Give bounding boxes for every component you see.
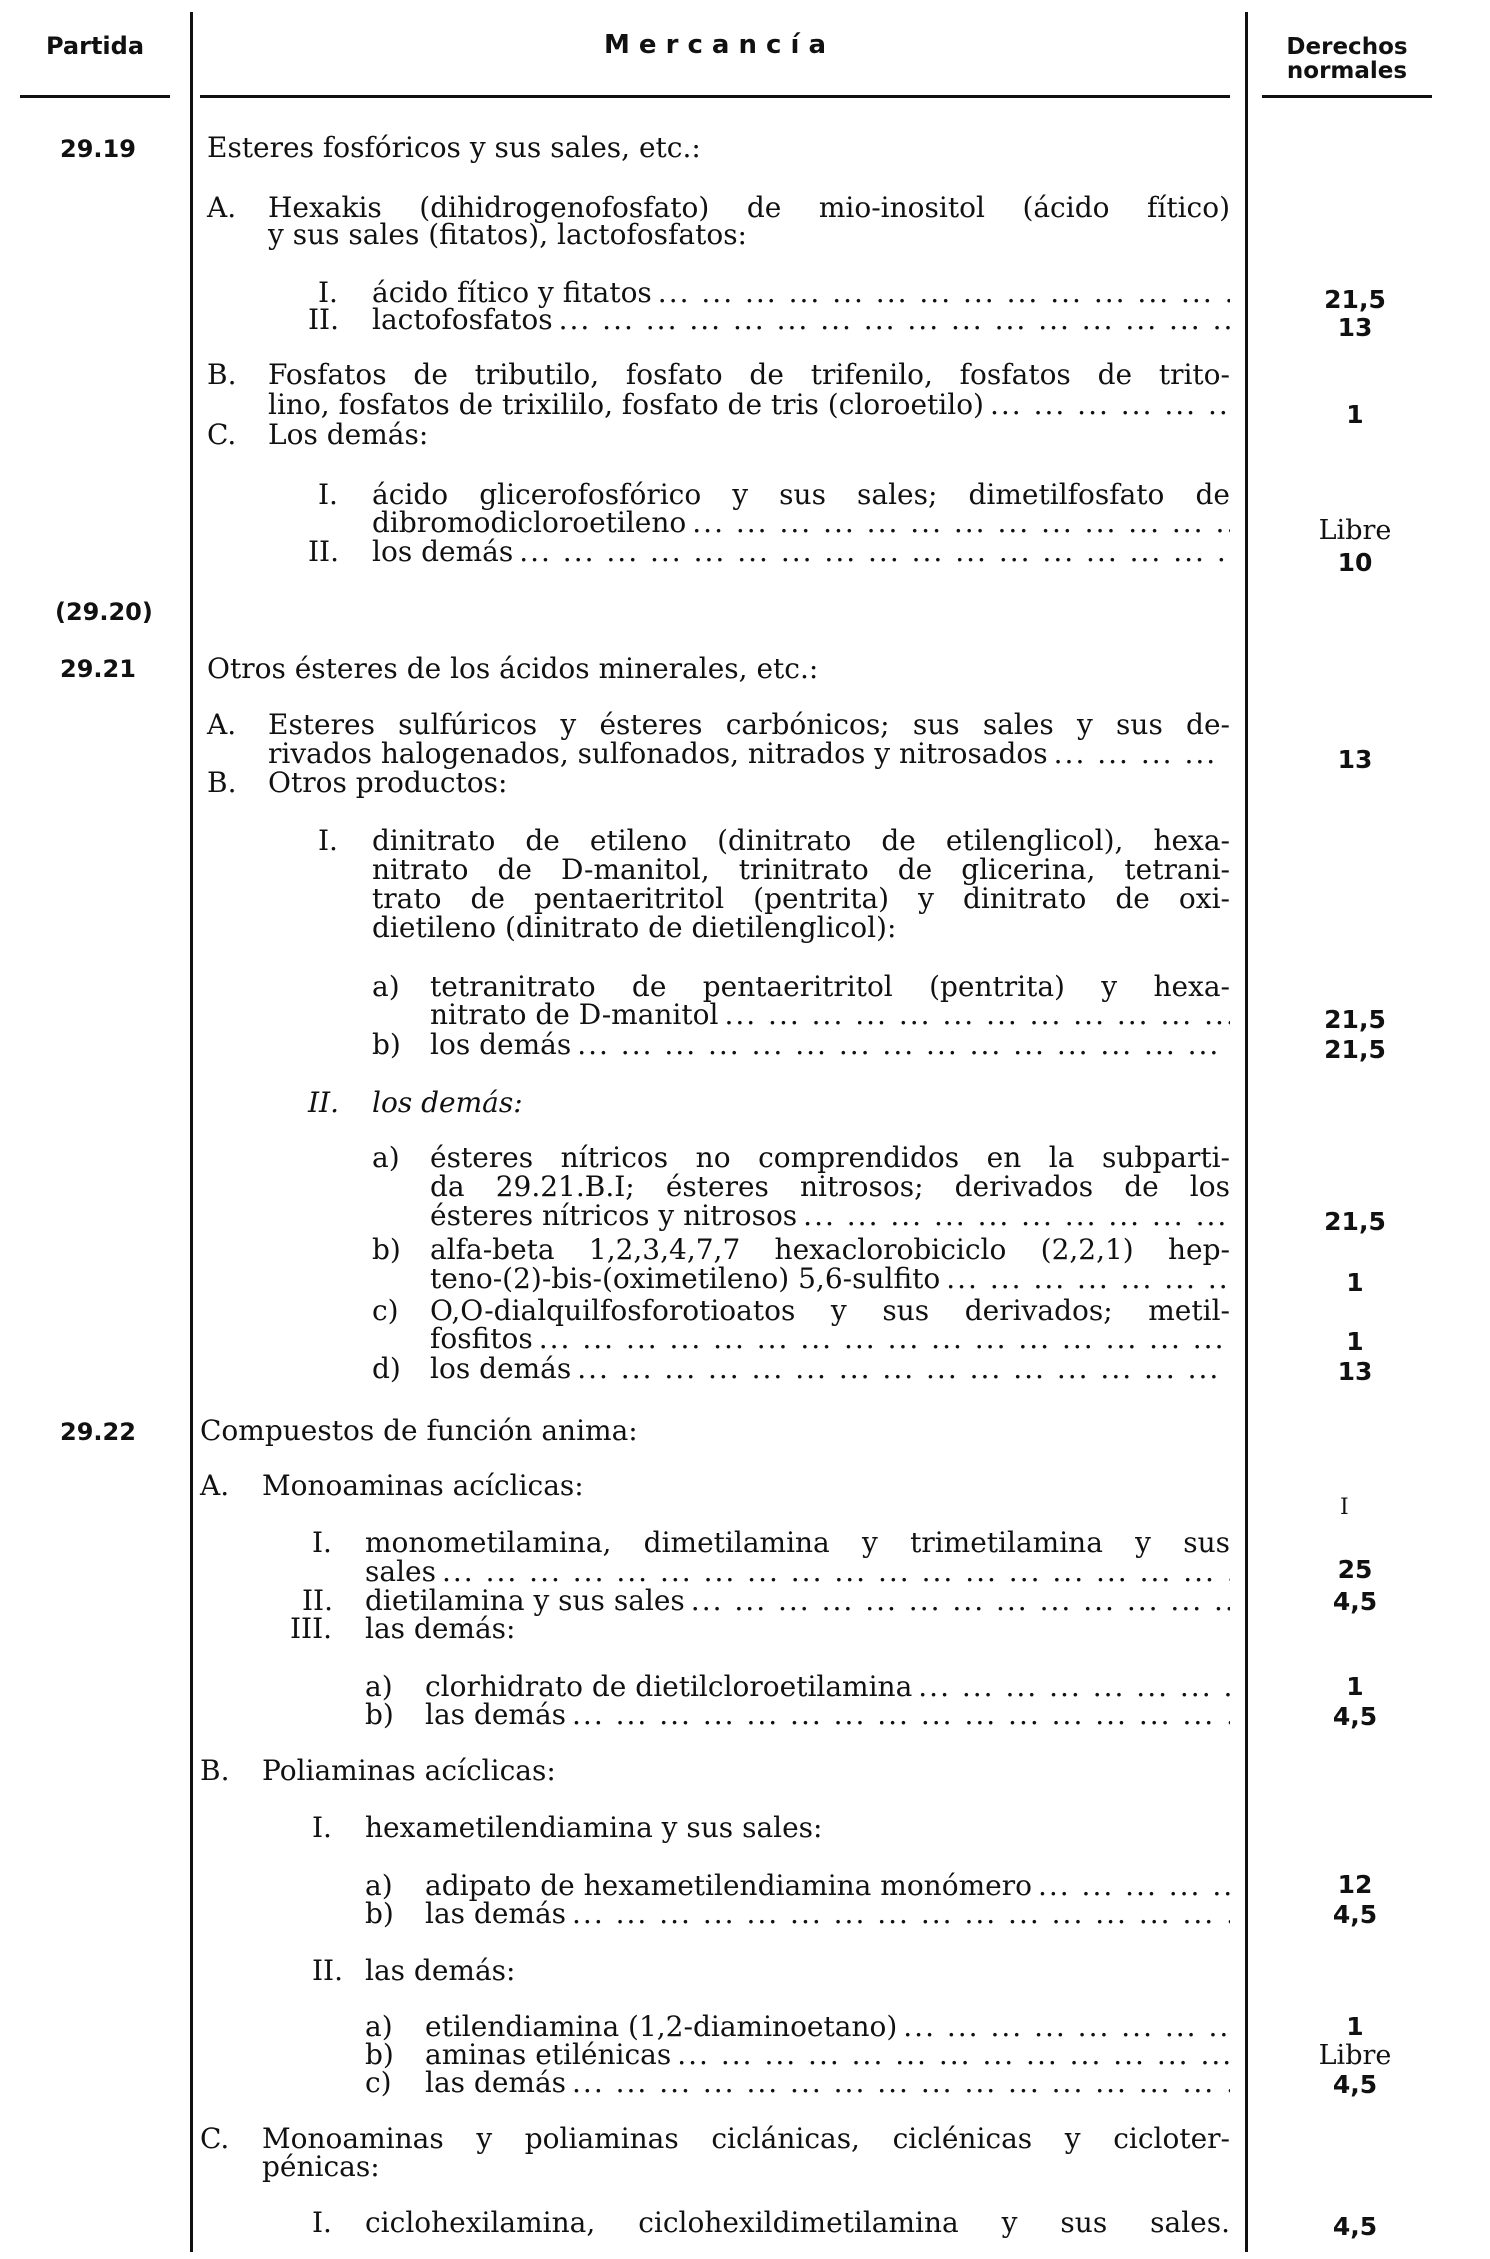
- s2921-BIIc-label: c): [372, 1294, 399, 1327]
- s2919-CI-row2: [372, 508, 1230, 538]
- s2919-C-label: C.: [207, 418, 237, 451]
- s2921-title: Otros ésteres de los ácidos minerales, etc.:: [207, 652, 819, 685]
- s2922-BIb-row: [425, 1899, 1230, 1929]
- s2921-BII-text: los demás:: [372, 1086, 523, 1119]
- s2919-AII-label: II.: [308, 303, 340, 336]
- s2922-AIIIb-text: las demás: [425, 1698, 567, 1731]
- partida-29-20: (29.20): [55, 598, 153, 626]
- s2921-BIIc-line1: O,O-dialquilfosforotioatos y sus derivados; metil-: [430, 1294, 1230, 1327]
- s2919-B-line1: Fosfatos de tributilo, fosfato de trifenilo, fosfatos de trito-: [268, 358, 1230, 391]
- header-rule-derechos: [1262, 95, 1432, 98]
- s2922-AIIIb-duty: 4,5: [1332, 1702, 1378, 1731]
- s2922-AI-label: I.: [312, 1526, 332, 1559]
- header-derechos-line2: normales: [1286, 58, 1408, 84]
- header-rule-partida: [20, 95, 170, 98]
- s2922-BII-label: II.: [312, 1954, 344, 1987]
- s2921-BIIb-line2: teno-(2)-bis-(oximetileno) 5,6-sulfito: [430, 1262, 941, 1295]
- s2921-BI-line4: dietileno (dinitrato de dietilenglicol):: [372, 911, 897, 944]
- s2922-C-label: C.: [200, 2122, 230, 2155]
- s2921-BIId-duty: 13: [1337, 1357, 1373, 1386]
- s2922-BI-text: hexametilendiamina y sus sales:: [365, 1811, 823, 1844]
- s2921-A-duty: 13: [1337, 745, 1373, 774]
- s2921-BIIa-label: a): [372, 1141, 400, 1174]
- s2921-A-line2: rivados halogenados, sulfonados, nitrados y nitrosados: [268, 737, 1048, 770]
- s2922-AII-duty: 4,5: [1332, 1587, 1378, 1616]
- s2922-AIIIa-duty: 1: [1346, 1672, 1364, 1701]
- right-column-rule: [1245, 12, 1248, 2252]
- s2919-B-duty: 1: [1346, 400, 1364, 429]
- s2919-CI-duty: Libre: [1318, 515, 1392, 546]
- s2919-AI-text: ácido fítico y fitatos: [372, 276, 652, 309]
- s2919-AI-duty: 21,5: [1324, 285, 1386, 314]
- s2922-BIIc-duty: 4,5: [1332, 2070, 1378, 2099]
- s2922-CI-label: I.: [312, 2206, 332, 2239]
- s2919-AI-label: I.: [318, 276, 338, 309]
- s2922-BIa-duty: 12: [1337, 1870, 1373, 1899]
- s2922-A-mark: I: [1340, 1495, 1349, 1520]
- s2922-AIIIb-label: b): [365, 1698, 394, 1731]
- s2921-BIIb-label: b): [372, 1233, 401, 1266]
- s2922-BIb-label: b): [365, 1897, 394, 1930]
- s2921-BIIa-row3: [430, 1201, 1230, 1231]
- s2921-BIId-text: los demás: [430, 1352, 572, 1385]
- s2922-AI-line2: sales: [365, 1555, 436, 1588]
- s2919-CII-label: II.: [308, 535, 340, 568]
- partida-29-21: 29.21: [60, 655, 136, 683]
- s2919-A-line1: Hexakis (dihidrogenofosfato) de mio-inositol (ácido fítico): [268, 191, 1230, 224]
- s2922-BIIc-text: las demás: [425, 2066, 567, 2099]
- s2922-BIa-label: a): [365, 1869, 393, 1902]
- s2922-AIIIb-row: [425, 1700, 1230, 1730]
- s2921-BI-line1: dinitrato de etileno (dinitrato de etilenglicol), hexa-: [372, 824, 1230, 857]
- header-derechos-line1: Derechos: [1286, 34, 1408, 60]
- s2922-BI-label: I.: [312, 1811, 332, 1844]
- s2921-BIb-label: b): [372, 1028, 401, 1061]
- s2919-AII-duty: 13: [1337, 313, 1373, 342]
- s2921-BIIc-line2: fosfitos: [430, 1322, 533, 1355]
- s2922-AIII-label: III.: [290, 1612, 333, 1645]
- s2922-A-label: A.: [200, 1469, 230, 1502]
- s2921-A-line1: Esteres sulfúricos y ésteres carbónicos; sus sales y sus de-: [268, 708, 1230, 741]
- s2921-BIIc-row2: [430, 1324, 1230, 1354]
- s2921-A-label: A.: [207, 708, 237, 741]
- s2919-A-line2: y sus sales (fitatos), lactofosfatos:: [268, 218, 747, 251]
- s2919-CI-line2: dibromodicloroetileno: [372, 506, 687, 539]
- s2922-AI-duty: 25: [1337, 1555, 1373, 1584]
- s2921-BIa-duty: 21,5: [1324, 1005, 1386, 1034]
- s2921-BIIa-line1: ésteres nítricos no comprendidos en la subparti-: [430, 1141, 1230, 1174]
- s2922-BIa-text: adipato de hexametilendiamina monómero: [425, 1869, 1032, 1902]
- s2921-BIa-row2: [430, 1000, 1230, 1030]
- s2921-BIb-duty: 21,5: [1324, 1035, 1386, 1064]
- s2921-A-row2: [268, 739, 1230, 769]
- s2921-B-label: B.: [207, 766, 237, 799]
- s2921-BIa-label: a): [372, 970, 400, 1003]
- s2922-AII-label: II.: [302, 1584, 334, 1617]
- s2922-C-line2: pénicas:: [262, 2150, 380, 2183]
- s2922-BIIc-label: c): [365, 2066, 392, 2099]
- s2919-CII-row: [372, 537, 1230, 567]
- header-partida: Partida: [45, 32, 145, 60]
- partida-29-19: 29.19: [60, 135, 136, 163]
- s2922-B-text: Poliaminas acíclicas:: [262, 1754, 556, 1787]
- s2921-BIb-text: los demás: [430, 1028, 572, 1061]
- partida-29-22: 29.22: [60, 1418, 136, 1446]
- s2921-BIIa-duty: 21,5: [1324, 1207, 1386, 1236]
- header-mercancia: M e r c a n c í a: [603, 30, 827, 60]
- s2922-BIIb-text: aminas etilénicas: [425, 2038, 672, 2071]
- s2922-BII-text: las demás:: [365, 1954, 516, 1987]
- s2919-title: Esteres fosfóricos y sus sales, etc.:: [207, 131, 701, 164]
- s2922-BIb-duty: 4,5: [1332, 1900, 1378, 1929]
- s2922-BIIb-label: b): [365, 2038, 394, 2071]
- s2919-A-label: A.: [207, 191, 237, 224]
- s2922-BIIc-row: [425, 2068, 1230, 2098]
- s2919-CII-text: los demás: [372, 535, 514, 568]
- s2921-BIa-line2: nitrato de D-manitol: [430, 998, 719, 1031]
- s2921-BIIb-line1: alfa-beta 1,2,3,4,7,7 hexaclorobiciclo (2,2,1) hep-: [430, 1233, 1230, 1266]
- s2921-BIId-label: d): [372, 1352, 401, 1385]
- s2921-BI-line3: trato de pentaeritritol (pentrita) y dinitrato de oxi-: [372, 882, 1230, 915]
- header-rule-mercancia: [200, 95, 1230, 98]
- s2922-BIb-text: las demás: [425, 1897, 567, 1930]
- s2922-AI-row2: [365, 1557, 1230, 1587]
- s2922-AIIIa-text: clorhidrato de dietilcloroetilamina: [425, 1670, 913, 1703]
- s2922-CI-duty: 4,5: [1332, 2212, 1378, 2241]
- s2919-B-line2: lino, fosfatos de trixililo, fosfato de tris (cloroetilo): [268, 388, 984, 421]
- s2921-BIIa-line3: ésteres nítricos y nitrosos: [430, 1199, 798, 1232]
- s2919-CI-line1: ácido glicerofosfórico y sus sales; dimetilfosfato de: [372, 478, 1230, 511]
- s2922-BIIa-text: etilendiamina (1,2-diaminoetano): [425, 2010, 898, 2043]
- s2919-B-label: B.: [207, 358, 237, 391]
- s2921-BII-label: II.: [308, 1086, 340, 1119]
- s2922-B-label: B.: [200, 1754, 230, 1787]
- s2922-AII-text: dietilamina y sus sales: [365, 1584, 685, 1617]
- s2922-title: Compuestos de función anima:: [200, 1414, 638, 1447]
- s2921-BIIc-duty: 1: [1346, 1327, 1364, 1356]
- s2919-AII-text: lactofosfatos: [372, 303, 553, 336]
- s2919-C-text: Los demás:: [268, 418, 429, 451]
- s2922-AIII-text: las demás:: [365, 1612, 516, 1645]
- s2922-AIIIa-label: a): [365, 1670, 393, 1703]
- s2921-BIIb-duty: 1: [1346, 1268, 1364, 1297]
- s2921-BIId-row: [430, 1354, 1230, 1384]
- s2922-A-text: Monoaminas acíclicas:: [262, 1469, 584, 1502]
- s2922-AI-line1: monometilamina, dimetilamina y trimetilamina y sus: [365, 1526, 1230, 1559]
- s2922-BIIb-duty: Libre: [1318, 2040, 1392, 2071]
- s2919-CI-label: I.: [318, 478, 338, 511]
- s2922-BIIa-label: a): [365, 2010, 393, 2043]
- left-column-rule: [190, 12, 193, 2252]
- s2921-B-text: Otros productos:: [268, 766, 508, 799]
- s2922-C-line1: Monoaminas y poliaminas ciclánicas, ciclénicas y cicloter-: [262, 2122, 1230, 2155]
- s2921-BI-line2: nitrato de D-manitol, trinitrato de glicerina, tetrani-: [372, 853, 1230, 886]
- s2921-BIIb-row2: [430, 1264, 1230, 1294]
- s2921-BIa-line1: tetranitrato de pentaeritritol (pentrita) y hexa-: [430, 970, 1230, 1003]
- s2919-B-row2: [268, 390, 1230, 420]
- s2922-BIIa-duty: 1: [1346, 2012, 1364, 2041]
- s2922-CI-text: ciclohexilamina, ciclohexildimetilamina y sus sales.: [365, 2206, 1230, 2239]
- s2921-BIIa-line2: da 29.21.B.I; ésteres nitrosos; derivados de los: [430, 1170, 1230, 1203]
- s2921-BI-label: I.: [318, 824, 338, 857]
- s2919-CII-duty: 10: [1337, 548, 1373, 577]
- s2921-BIb-row: [430, 1030, 1230, 1060]
- s2919-AII-row: [372, 305, 1230, 335]
